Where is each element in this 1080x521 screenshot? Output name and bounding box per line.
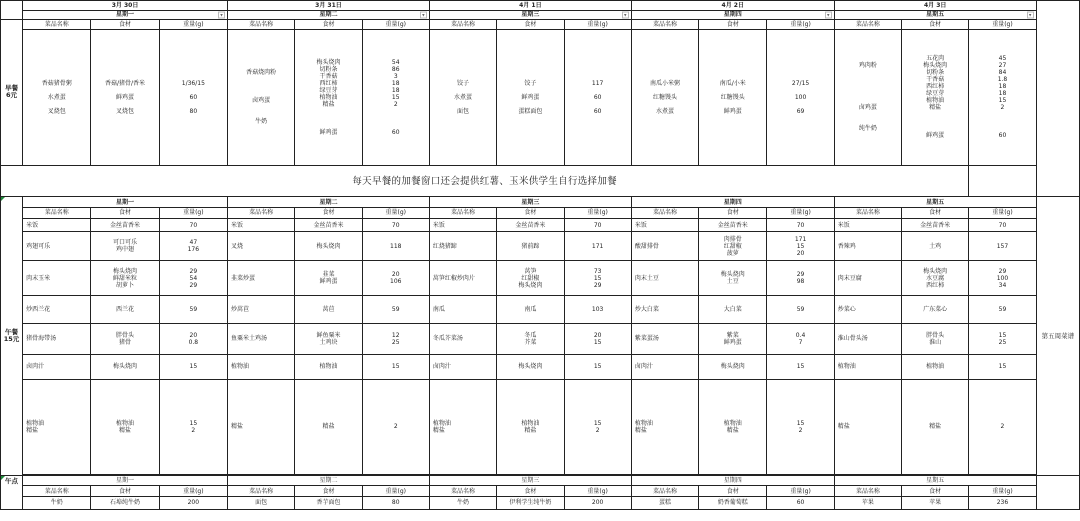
- ingredient-cell: 冬瓜 芥菜: [497, 323, 564, 354]
- weight-cell: 118: [362, 232, 429, 261]
- weight-cell: 59: [362, 296, 429, 324]
- ingredient-cell: 精盐: [295, 380, 362, 475]
- weekday-label: 星期二: [319, 11, 338, 19]
- breakfast-label: 早餐 6元: [1, 20, 23, 166]
- column-header: 食材: [295, 208, 362, 219]
- ingredient-cell: 奶香葡萄糕: [699, 496, 767, 509]
- weight-cell: 54 86 3 18 18 15 2 60: [362, 29, 429, 165]
- dish-name-cell: 香菇烧肉粉 卤鸡蛋 牛奶: [228, 29, 295, 165]
- column-header: 菜品名称: [429, 208, 496, 219]
- weight-cell: 80: [362, 496, 429, 509]
- dish-name-cell: 苹果: [834, 496, 901, 509]
- dish-name-cell: 香辣鸡: [834, 232, 901, 261]
- column-header: 菜品名称: [429, 20, 496, 30]
- ingredient-cell: 植物油 精盐: [497, 380, 564, 475]
- weight-cell: 12 25: [362, 323, 429, 354]
- column-header: 菜品名称: [631, 486, 698, 497]
- weekday-cell: 星期二: [228, 197, 430, 208]
- corner-cell: [1, 1, 23, 20]
- snack-label: 午点: [1, 475, 23, 509]
- dish-name-cell: 淮山骨头汤: [834, 323, 901, 354]
- dish-name-cell: 饺子 水煮蛋 面包: [429, 29, 496, 165]
- date-cell: 4月 3日: [834, 1, 1036, 11]
- column-header: 食材: [497, 208, 564, 219]
- column-header: 重量(g): [159, 208, 227, 219]
- weekday-cell: 星期五: [834, 475, 1036, 486]
- dish-name-cell: 植物油: [834, 354, 901, 379]
- dish-name-cell: 面包: [228, 496, 295, 509]
- column-header: 重量(g): [564, 20, 631, 30]
- dish-name-cell: 牛奶: [429, 496, 496, 509]
- weight-cell: 1/36/15 60 80: [159, 29, 227, 165]
- weight-cell: 29 98: [767, 261, 834, 296]
- dish-name-cell: 冬瓜芥菜汤: [429, 323, 496, 354]
- weight-cell: 15: [767, 354, 834, 379]
- date-cell: 3月 30日: [23, 1, 228, 11]
- dish-name-cell: 卤肉汁: [429, 354, 496, 379]
- column-header: 食材: [497, 486, 564, 497]
- weekday-label: 星期三: [521, 11, 540, 19]
- blank-cell: [1, 509, 1080, 521]
- dish-name-cell: 炒莴苣: [228, 296, 295, 324]
- weight-cell: 45 27 84 1.8 18 18 15 2 60: [969, 29, 1036, 165]
- banner-row: [1, 165, 1080, 197]
- lunch-column-header-row: [1, 208, 1080, 219]
- ingredient-cell: 胖骨头 猪骨: [91, 323, 159, 354]
- dish-name-cell: 莴笋红椒炒肉片: [429, 261, 496, 296]
- weekday-row: [1, 10, 1080, 20]
- dish-name-cell: 米饭: [631, 218, 698, 232]
- weight-cell: 103: [564, 296, 631, 324]
- dish-name-cell: 植物油 精盐: [631, 380, 698, 475]
- weekday-cell: 星期四: [631, 475, 834, 486]
- column-header: 食材: [699, 20, 767, 30]
- weekday-filter-cell[interactable]: [834, 10, 1036, 20]
- ingredient-cell: 南瓜/小米 红糖馒头 鲜鸡蛋: [699, 29, 767, 165]
- lunch-row: [1, 354, 1080, 379]
- dish-name-cell: 植物油 精盐: [429, 380, 496, 475]
- dish-name-cell: 香菇猪骨粥 水煮蛋 叉烧包: [23, 29, 91, 165]
- weight-cell: 2: [362, 380, 429, 475]
- dish-name-cell: 红烧猪蹄: [429, 232, 496, 261]
- dish-name-cell: 植物油: [228, 354, 295, 379]
- weekday-label: 星期五: [926, 11, 945, 19]
- weekday-filter-cell[interactable]: [228, 10, 430, 20]
- ingredient-cell: 梅头烧肉: [699, 354, 767, 379]
- ingredient-cell: 土鸡: [902, 232, 969, 261]
- weekday-cell: 星期一: [23, 475, 228, 486]
- ingredient-cell: 胖骨头 淮山: [902, 323, 969, 354]
- column-header: 重量(g): [969, 208, 1036, 219]
- dish-name-cell: 卤肉汁: [631, 354, 698, 379]
- column-header: 菜品名称: [834, 486, 901, 497]
- weight-cell: 47 176: [159, 232, 227, 261]
- dish-name-cell: 炒西兰花: [23, 296, 91, 324]
- ingredient-cell: 梅头烧肉: [497, 354, 564, 379]
- weekday-cell: 星期四: [631, 197, 834, 208]
- weight-cell: 15: [159, 354, 227, 379]
- column-header: 重量(g): [362, 20, 429, 30]
- dish-name-cell: 米饭: [834, 218, 901, 232]
- ingredient-cell: 梅头烧肉 土豆: [699, 261, 767, 296]
- ingredient-cell: 五花肉 梅头烧肉 切粉条 干香菇 西红柿 绿豆芽 植物油 精盐 鲜鸡蛋: [902, 29, 969, 165]
- weight-cell: 59: [969, 296, 1036, 324]
- weight-cell: 59: [159, 296, 227, 324]
- ingredient-cell: 金丝苗香米: [497, 218, 564, 232]
- column-header: 菜品名称: [834, 208, 901, 219]
- dish-name-cell: 南瓜小米粥 红糖馒头 水煮蛋: [631, 29, 698, 165]
- ingredient-cell: 伊利学生纯牛奶: [497, 496, 564, 509]
- column-header: 菜品名称: [631, 20, 698, 30]
- column-header: 菜品名称: [228, 486, 295, 497]
- ingredient-cell: 植物油: [295, 354, 362, 379]
- weight-cell: 15 25: [969, 323, 1036, 354]
- weekday-cell: 星期一: [23, 197, 228, 208]
- dish-name-cell: 鱼粟米土鸡汤: [228, 323, 295, 354]
- date-cell: 4月 2日: [631, 1, 834, 11]
- column-header: 菜品名称: [631, 208, 698, 219]
- ingredient-cell: 西兰花: [91, 296, 159, 324]
- column-header: 重量(g): [969, 20, 1036, 30]
- column-header: 食材: [91, 208, 159, 219]
- column-header: 菜品名称: [834, 20, 901, 30]
- weekday-cell: 星期三: [429, 475, 631, 486]
- column-header: 重量(g): [362, 208, 429, 219]
- ingredient-cell: 香芋面包: [295, 496, 362, 509]
- ingredient-cell: 猪前蹄: [497, 232, 564, 261]
- ingredient-cell: 精盐: [902, 380, 969, 475]
- ingredient-cell: 梅头烧肉: [295, 232, 362, 261]
- ingredient-cell: 石埠纯牛奶: [91, 496, 159, 509]
- ingredient-cell: 南瓜: [497, 296, 564, 324]
- dish-name-cell: 南瓜: [429, 296, 496, 324]
- chevron-down-icon[interactable]: ▾: [420, 11, 427, 18]
- ingredient-cell: 植物油 精盐: [91, 380, 159, 475]
- column-header: 食材: [91, 20, 159, 30]
- ingredient-cell: 紫菜 鲜鸡蛋: [699, 323, 767, 354]
- column-header: 重量(g): [767, 208, 834, 219]
- column-header: 菜品名称: [429, 486, 496, 497]
- weekday-cell: 星期五: [834, 197, 1036, 208]
- gutter-cell: [1036, 1, 1079, 30]
- column-header: 食材: [699, 486, 767, 497]
- column-header: 重量(g): [564, 486, 631, 497]
- column-header: 食材: [902, 20, 969, 30]
- weight-cell: 15 2: [159, 380, 227, 475]
- column-header: 重量(g): [767, 20, 834, 30]
- column-header: 重量(g): [362, 486, 429, 497]
- week-menu-note: 第五周菜谱: [1036, 197, 1079, 475]
- snack-weekday-row: [1, 475, 1080, 486]
- weight-cell: 171 15 20: [767, 232, 834, 261]
- column-header: 食材: [497, 20, 564, 30]
- weight-cell: 70: [767, 218, 834, 232]
- lunch-row: [1, 232, 1080, 261]
- weight-cell: 70: [969, 218, 1036, 232]
- ingredient-cell: 香菇/猪骨/香米 鲜鸡蛋 叉烧包: [91, 29, 159, 165]
- date-cell: 4月 1日: [429, 1, 631, 11]
- dish-name-cell: 米饭: [23, 218, 91, 232]
- weekday-cell: 星期三: [429, 197, 631, 208]
- weight-cell: 15: [564, 354, 631, 379]
- column-header: 食材: [91, 486, 159, 497]
- weight-cell: 27/15 100 69: [767, 29, 834, 165]
- weight-cell: 15 2: [564, 380, 631, 475]
- gutter-cell: [1036, 29, 1079, 197]
- weight-cell: 29 54 29: [159, 261, 227, 296]
- ingredient-cell: 金丝苗香米: [295, 218, 362, 232]
- weight-cell: 117 60 60: [564, 29, 631, 165]
- column-header: 菜品名称: [228, 208, 295, 219]
- weight-cell: 70: [564, 218, 631, 232]
- ingredient-cell: 广东菜心: [902, 296, 969, 324]
- column-header: 食材: [295, 486, 362, 497]
- ingredient-cell: 植物油 精盐: [699, 380, 767, 475]
- weekday-cell: 星期二: [228, 475, 430, 486]
- weight-cell: 20 0.8: [159, 323, 227, 354]
- dish-name-cell: 韭菜炒蛋: [228, 261, 295, 296]
- weight-cell: 200: [564, 496, 631, 509]
- column-header: 菜品名称: [23, 208, 91, 219]
- ingredient-cell: 莴苣: [295, 296, 362, 324]
- dish-name-cell: 肉末豆腐: [834, 261, 901, 296]
- weekday-label: 星期一: [116, 11, 135, 19]
- dish-name-cell: 卤肉汁: [23, 354, 91, 379]
- lunch-row: [1, 380, 1080, 475]
- weight-cell: 59: [767, 296, 834, 324]
- dish-name-cell: 酸甜排骨: [631, 232, 698, 261]
- lunch-row: [1, 218, 1080, 232]
- weight-cell: 60: [767, 496, 834, 509]
- weight-cell: 171: [564, 232, 631, 261]
- lunch-weekday-row: [1, 197, 1080, 208]
- dish-name-cell: 炒大白菜: [631, 296, 698, 324]
- weekday-filter-cell[interactable]: [631, 10, 834, 20]
- dish-name-cell: 米饭: [228, 218, 295, 232]
- ingredient-cell: 苹果: [902, 496, 969, 509]
- dish-name-cell: 紫菜蛋汤: [631, 323, 698, 354]
- column-header: 食材: [902, 208, 969, 219]
- dish-name-cell: 鸡肉粉 卤鸡蛋 纯牛奶: [834, 29, 901, 165]
- column-header: 菜品名称: [23, 20, 91, 30]
- weekday-filter-cell[interactable]: [23, 10, 228, 20]
- snack-column-header-row: [1, 486, 1080, 497]
- breakfast-row: [1, 29, 1080, 165]
- ingredient-cell: 鲜鱼粟米 土鸡块: [295, 323, 362, 354]
- dish-name-cell: 牛奶: [23, 496, 91, 509]
- ingredient-cell: 韭菜 鲜鸡蛋: [295, 261, 362, 296]
- weight-cell: 15 2: [767, 380, 834, 475]
- dish-name-cell: 猪骨海带汤: [23, 323, 91, 354]
- dish-name-cell: 叉烧: [228, 232, 295, 261]
- column-header: 重量(g): [767, 486, 834, 497]
- weight-cell: 2: [969, 380, 1036, 475]
- column-header: 重量(g): [969, 486, 1036, 497]
- ingredient-cell: 饺子 鲜鸡蛋 蛋糕面包: [497, 29, 564, 165]
- ingredient-cell: 植物油: [902, 354, 969, 379]
- weight-cell: 73 15 29: [564, 261, 631, 296]
- ingredient-cell: 肉排骨 红甜椒 菠萝: [699, 232, 767, 261]
- ingredient-cell: 梅头烧肉 鲜甜米粒 胡萝卜: [91, 261, 159, 296]
- weight-cell: 70: [159, 218, 227, 232]
- chevron-down-icon[interactable]: ▾: [622, 11, 629, 18]
- gutter-cell: [1036, 475, 1079, 509]
- weight-cell: 200: [159, 496, 227, 509]
- column-header: 重量(g): [159, 486, 227, 497]
- ingredient-cell: 梅头烧肉 切粉条 干香菇 西红柿 绿豆芽 植物油 精盐 鲜鸡蛋: [295, 29, 362, 165]
- breakfast-extra-notice: 每天早餐的加餐窗口还会提供红薯、玉米供学生自行选择加餐: [1, 165, 969, 197]
- ingredient-cell: 梅头烧肉 水豆腐 西红柿: [902, 261, 969, 296]
- weight-cell: 70: [362, 218, 429, 232]
- weight-cell: 20 15: [564, 323, 631, 354]
- dish-name-cell: 炒菜心: [834, 296, 901, 324]
- ingredient-cell: 大白菜: [699, 296, 767, 324]
- weight-cell: 236: [969, 496, 1036, 509]
- chevron-down-icon[interactable]: ▾: [1027, 11, 1034, 18]
- column-header: 菜品名称: [23, 486, 91, 497]
- ingredient-cell: 莴笋 红甜椒 梅头烧肉: [497, 261, 564, 296]
- weight-cell: 15: [362, 354, 429, 379]
- column-header: 食材: [902, 486, 969, 497]
- dish-name-cell: 米饭: [429, 218, 496, 232]
- column-header: 重量(g): [159, 20, 227, 30]
- weight-cell: 15: [969, 354, 1036, 379]
- column-header: 菜品名称: [228, 20, 295, 30]
- dish-name-cell: 肉末玉米: [23, 261, 91, 296]
- ingredient-cell: 金丝苗香米: [902, 218, 969, 232]
- weight-cell: 157: [969, 232, 1036, 261]
- chevron-down-icon[interactable]: ▾: [218, 11, 225, 18]
- weight-cell: 0.4 7: [767, 323, 834, 354]
- weight-cell: 29 100 34: [969, 261, 1036, 296]
- dish-name-cell: 肉末土豆: [631, 261, 698, 296]
- weekday-label: 星期四: [723, 11, 742, 19]
- ingredient-cell: 金丝苗香米: [699, 218, 767, 232]
- column-header: 食材: [699, 208, 767, 219]
- dish-name-cell: 精盐: [834, 380, 901, 475]
- lunch-row: [1, 323, 1080, 354]
- lunch-row: [1, 296, 1080, 324]
- dish-name-cell: 鸡翅可乐: [23, 232, 91, 261]
- dish-name-cell: 蛋糕: [631, 496, 698, 509]
- date-cell: 3月 31日: [228, 1, 430, 11]
- breakfast-column-header-row: [1, 20, 1080, 30]
- ingredient-cell: 金丝苗香米: [91, 218, 159, 232]
- lunch-row: [1, 261, 1080, 296]
- dish-name-cell: 植物油 精盐: [23, 380, 91, 475]
- chevron-down-icon[interactable]: ▾: [825, 11, 832, 18]
- weight-cell: 20 106: [362, 261, 429, 296]
- snack-row: [1, 496, 1080, 509]
- ingredient-cell: 可口可乐 鸡中翅: [91, 232, 159, 261]
- date-row: [1, 1, 1080, 11]
- weekday-filter-cell[interactable]: [429, 10, 631, 20]
- lunch-label: 午餐 15元: [1, 197, 23, 475]
- ingredient-cell: 梅头烧肉: [91, 354, 159, 379]
- dish-name-cell: 精盐: [228, 380, 295, 475]
- column-header: 食材: [295, 20, 362, 30]
- column-header: 重量(g): [564, 208, 631, 219]
- blank-row: [1, 509, 1080, 521]
